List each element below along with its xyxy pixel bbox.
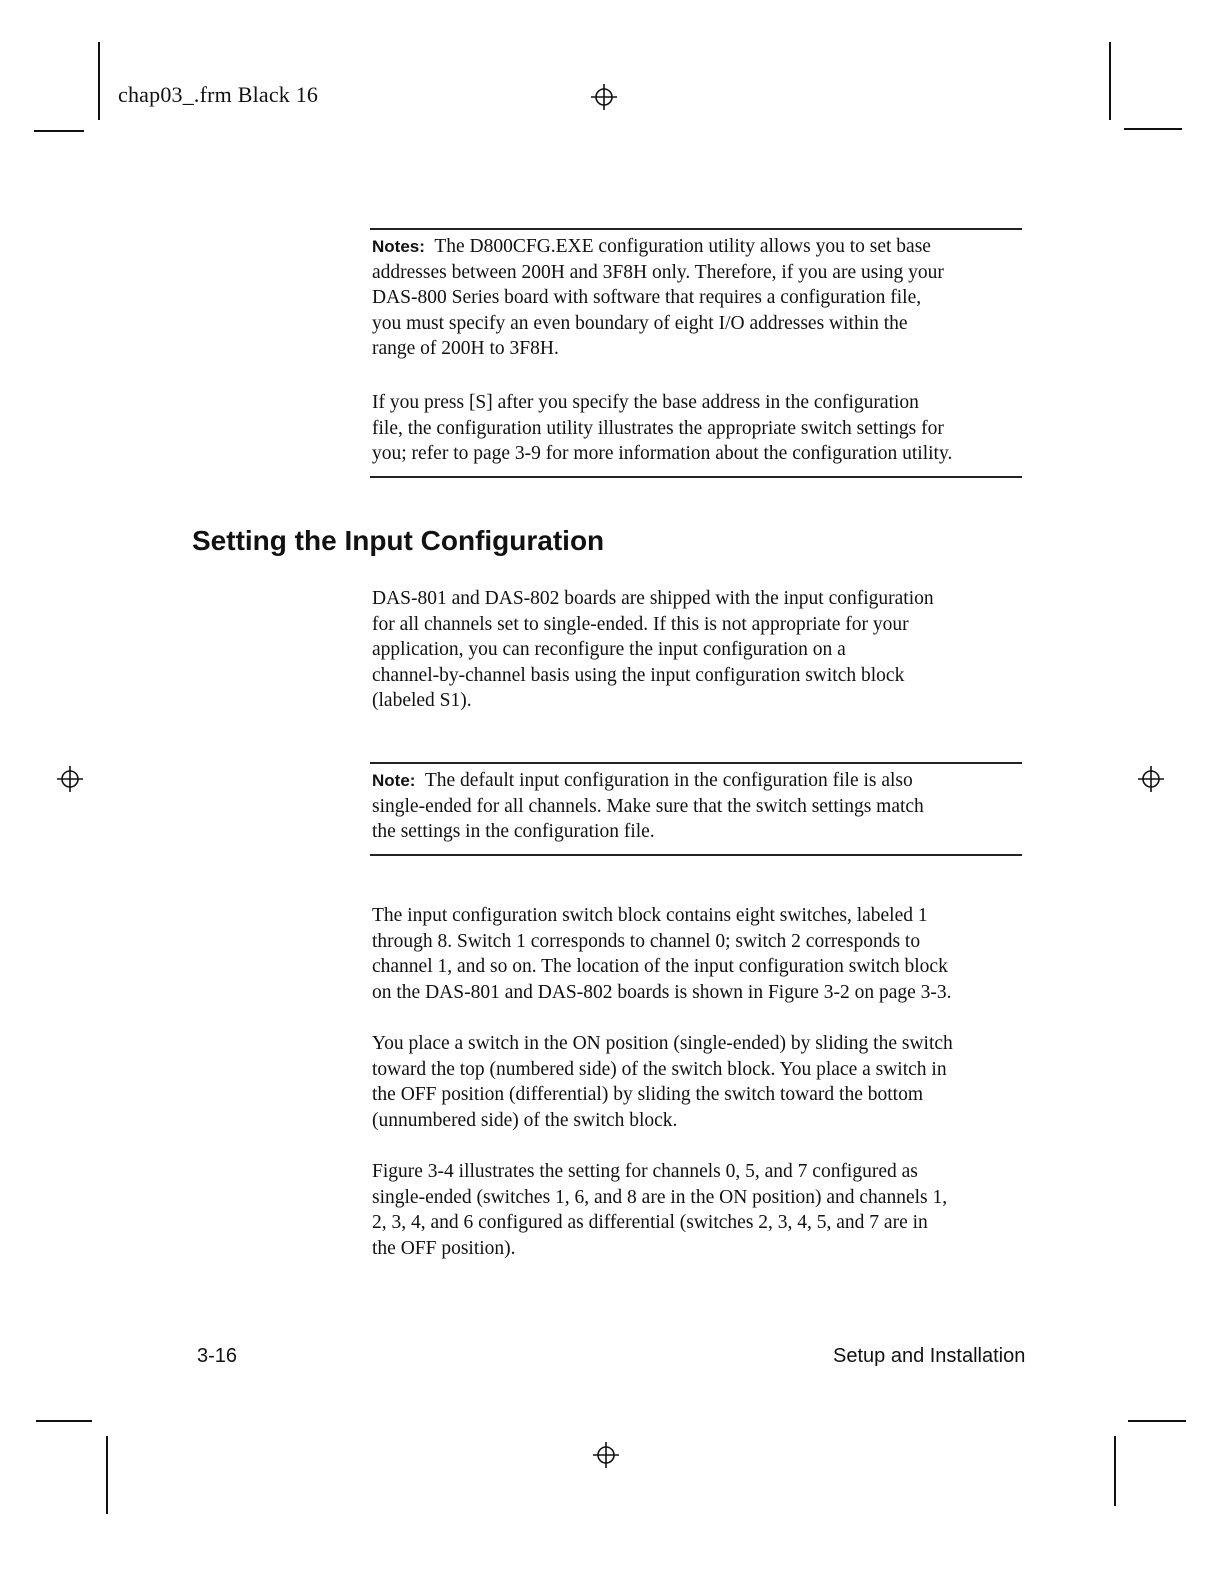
- crop-mark-bottom-right-horizontal: [1128, 1420, 1186, 1422]
- body-line: through 8. Switch 1 corresponds to channel 0; switch 2 corresponds to: [372, 930, 921, 952]
- intro-line: (labeled S1).: [372, 690, 472, 712]
- registration-mark-top: [591, 84, 617, 110]
- notes-paragraph-2: [372, 390, 1032, 467]
- notes-line: DAS-800 Series board with software that requires a configuration file,: [372, 287, 922, 309]
- body-line: The input configuration switch block contains eight switches, labeled 1: [372, 905, 928, 926]
- note-paragraph: [372, 768, 1032, 845]
- file-slug: chap03_.frm Black 16: [118, 82, 319, 107]
- body-line: the OFF position (differential) by sliding the switch toward the bottom: [372, 1084, 923, 1106]
- registration-mark-right: [1138, 766, 1164, 792]
- body-paragraph-1: [372, 903, 1032, 1005]
- note-line: the settings in the configuration file.: [372, 821, 655, 843]
- notes-bottom-rule: [370, 476, 1022, 478]
- note-line: The default input configuration in the configuration file is also: [424, 770, 913, 791]
- notes-line: file, the configuration utility illustrates the appropriate switch settings for: [372, 417, 944, 439]
- page-number: 3-16: [197, 1345, 238, 1367]
- intro-line: application, you can reconfigure the input configuration on a: [372, 639, 846, 661]
- notes-paragraph-1: [372, 234, 1032, 362]
- note-line: single-ended for all channels. Make sure that the switch settings match: [372, 795, 924, 817]
- body-line: Figure 3-4 illustrates the setting for channels 0, 5, and 7 configured as: [372, 1161, 918, 1182]
- crop-mark-top-right-vertical: [1109, 42, 1111, 120]
- body-line: the OFF position).: [372, 1237, 516, 1259]
- notes-line: If you press [S] after you specify the base address in the configuration: [372, 392, 919, 413]
- notes-line: addresses between 200H and 3F8H only. Therefore, if you are using your: [372, 261, 944, 283]
- crop-mark-top-left-vertical: [98, 42, 100, 120]
- intro-line: channel-by-channel basis using the input configuration switch block: [372, 664, 905, 686]
- running-footer-title: Setup and Installation: [833, 1345, 1026, 1367]
- note-label: Note:: [372, 771, 416, 790]
- body-line: (unnumbered side) of the switch block.: [372, 1109, 678, 1131]
- body-line: 2, 3, 4, and 6 configured as differential (switches 2, 3, 4, 5, and 7 are in: [372, 1212, 928, 1234]
- crop-mark-bottom-left-horizontal: [36, 1420, 92, 1422]
- registration-mark-bottom: [593, 1442, 619, 1468]
- body-line: You place a switch in the ON position (single-ended) by sliding the switch: [372, 1033, 953, 1054]
- intro-line: DAS-801 and DAS-802 boards are shipped with the input configuration: [372, 588, 934, 609]
- notes-line: range of 200H to 3F8H.: [372, 338, 559, 360]
- registration-mark-left: [57, 766, 83, 792]
- body-paragraph-3: [372, 1159, 1032, 1261]
- crop-mark-bottom-left-vertical: [106, 1436, 108, 1514]
- note-top-rule: [370, 762, 1022, 764]
- body-line: channel 1, and so on. The location of the input configuration switch block: [372, 956, 948, 978]
- notes-line: you must specify an even boundary of eight I/O addresses within the: [372, 312, 908, 334]
- body-line: toward the top (numbered side) of the switch block. You place a switch in: [372, 1058, 947, 1080]
- crop-mark-top-right-horizontal: [1124, 128, 1182, 130]
- section-heading: Setting the Input Configuration: [192, 525, 605, 556]
- body-line: on the DAS-801 and DAS-802 boards is shown in Figure 3-2 on page 3-3.: [372, 981, 952, 1003]
- notes-label: Notes:: [372, 237, 425, 256]
- intro-line: for all channels set to single-ended. If this is not appropriate for your: [372, 613, 909, 635]
- note-bottom-rule: [370, 854, 1022, 856]
- notes-line: you; refer to page 3-9 for more information about the configuration utility.: [372, 443, 953, 465]
- notes-top-rule: [370, 228, 1022, 230]
- intro-paragraph: [372, 586, 1032, 714]
- body-paragraph-2: [372, 1031, 1032, 1133]
- notes-line: The D800CFG.EXE configuration utility allows you to set base: [434, 236, 931, 257]
- crop-mark-top-left-horizontal: [34, 130, 84, 132]
- crop-mark-bottom-right-vertical: [1114, 1436, 1116, 1506]
- body-line: single-ended (switches 1, 6, and 8 are in the ON position) and channels 1,: [372, 1186, 948, 1208]
